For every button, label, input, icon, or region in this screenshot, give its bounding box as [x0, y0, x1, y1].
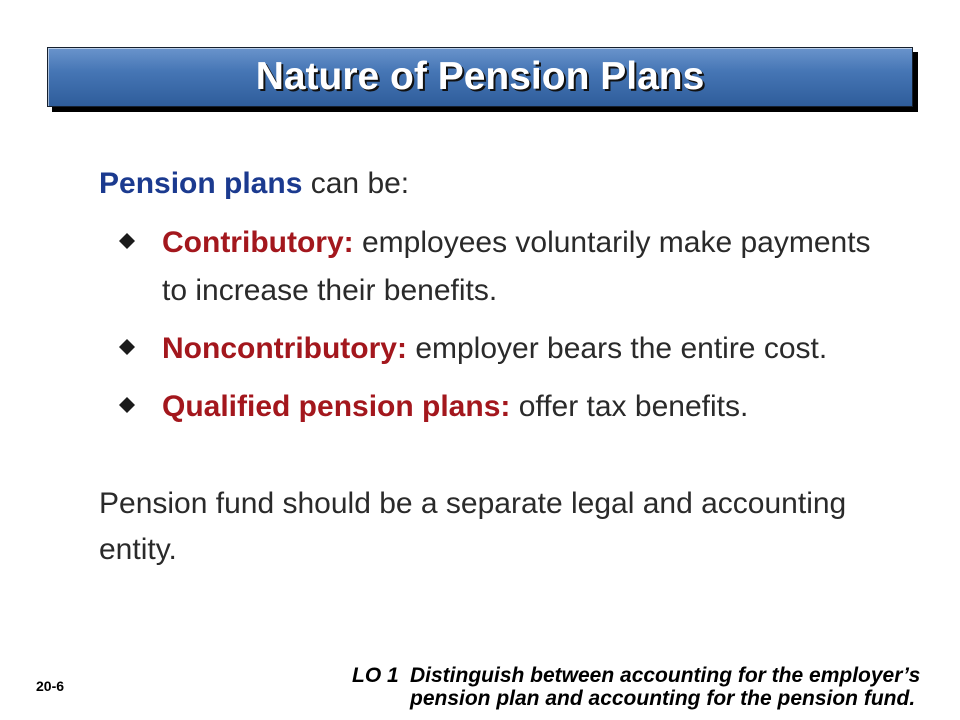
bullet-text	[162, 325, 887, 373]
bullet-item-contributory	[99, 219, 889, 315]
bullet-text	[162, 383, 887, 431]
intro-line	[99, 160, 409, 208]
bullet-description: employer bears the entire cost.	[415, 332, 828, 365]
diamond-bullet-icon	[119, 233, 135, 249]
page-number: 20-6	[36, 678, 65, 694]
title-banner	[47, 47, 913, 107]
bullet-list	[99, 219, 889, 441]
learning-objective-label: LO 1	[352, 664, 399, 687]
bullet-term: Noncontributory:	[162, 332, 407, 365]
bullet-term: Contributory:	[162, 226, 354, 259]
diamond-bullet-icon	[119, 339, 135, 355]
bullet-description: offer tax benefits.	[518, 390, 749, 423]
diamond-bullet-icon	[119, 397, 135, 413]
learning-objective-text: Distinguish between accounting for the employer’s pension plan and accounting for the pension fund.	[410, 664, 921, 710]
bullet-text	[162, 219, 887, 315]
bullet-description: employees voluntarily make payments to increase their benefits.	[162, 226, 871, 307]
bullet-term: Qualified pension plans:	[162, 390, 511, 423]
intro-term: Pension plans	[99, 167, 303, 200]
bullet-item-noncontributory	[99, 325, 889, 373]
body-paragraph: Pension fund should be a separate legal and accounting entity.	[99, 487, 847, 566]
intro-rest: can be:	[310, 167, 410, 200]
bullet-item-qualified	[99, 383, 889, 431]
slide-title: Nature of Pension Plans	[255, 55, 705, 98]
